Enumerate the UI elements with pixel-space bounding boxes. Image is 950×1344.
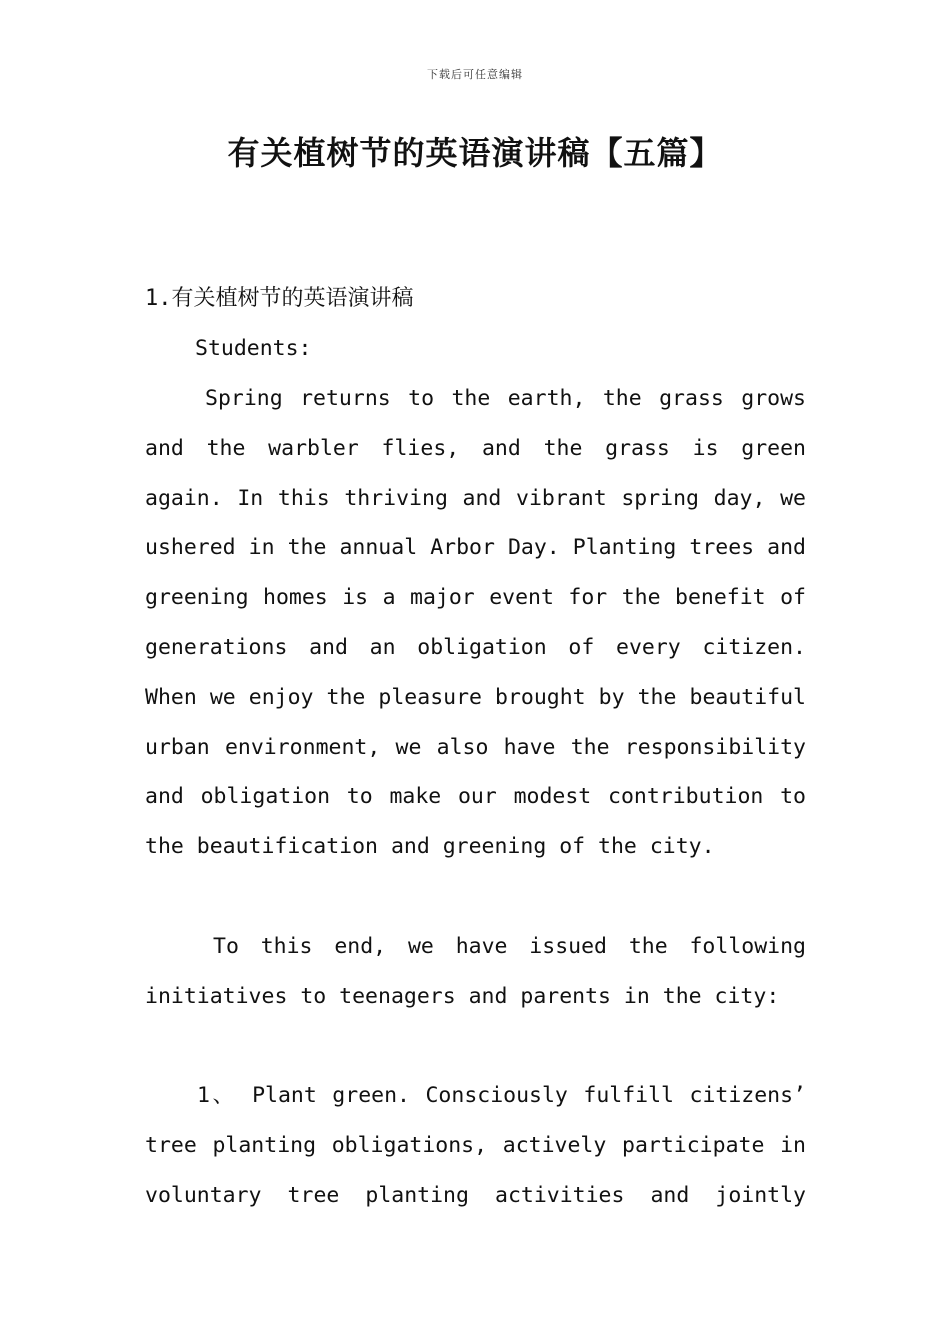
paragraph-2: To this end, we have issued the following initiatives to teenagers and parents in the city: (145, 934, 806, 1009)
section-heading: 1.有关植树节的英语演讲稿 (145, 286, 414, 311)
document-title: 有关植树节的英语演讲稿【五篇】 (227, 134, 723, 172)
header-note: 下载后可任意编辑 (427, 68, 523, 81)
salutation: Students: (195, 336, 312, 361)
paragraph-1: Spring returns to the earth, the grass grows and the warbler flies, and the grass is green again. In this thriving and vibrant spring day, we ushered in the annual Arbor Day. Planting trees and greening homes is a major event for the benefit of generations and an obligation of every citizen. When we enjoy the pleasure brought by the beautiful urban environment, we also have the responsibility and obligation to make our modest contribution to the beautification and greening of the city. (145, 386, 806, 860)
paragraph-3: 1、 Plant green. Consciously fulfill citizens’ tree planting obligations, actively participate in voluntary tree planting activities and jointly (145, 1083, 806, 1208)
